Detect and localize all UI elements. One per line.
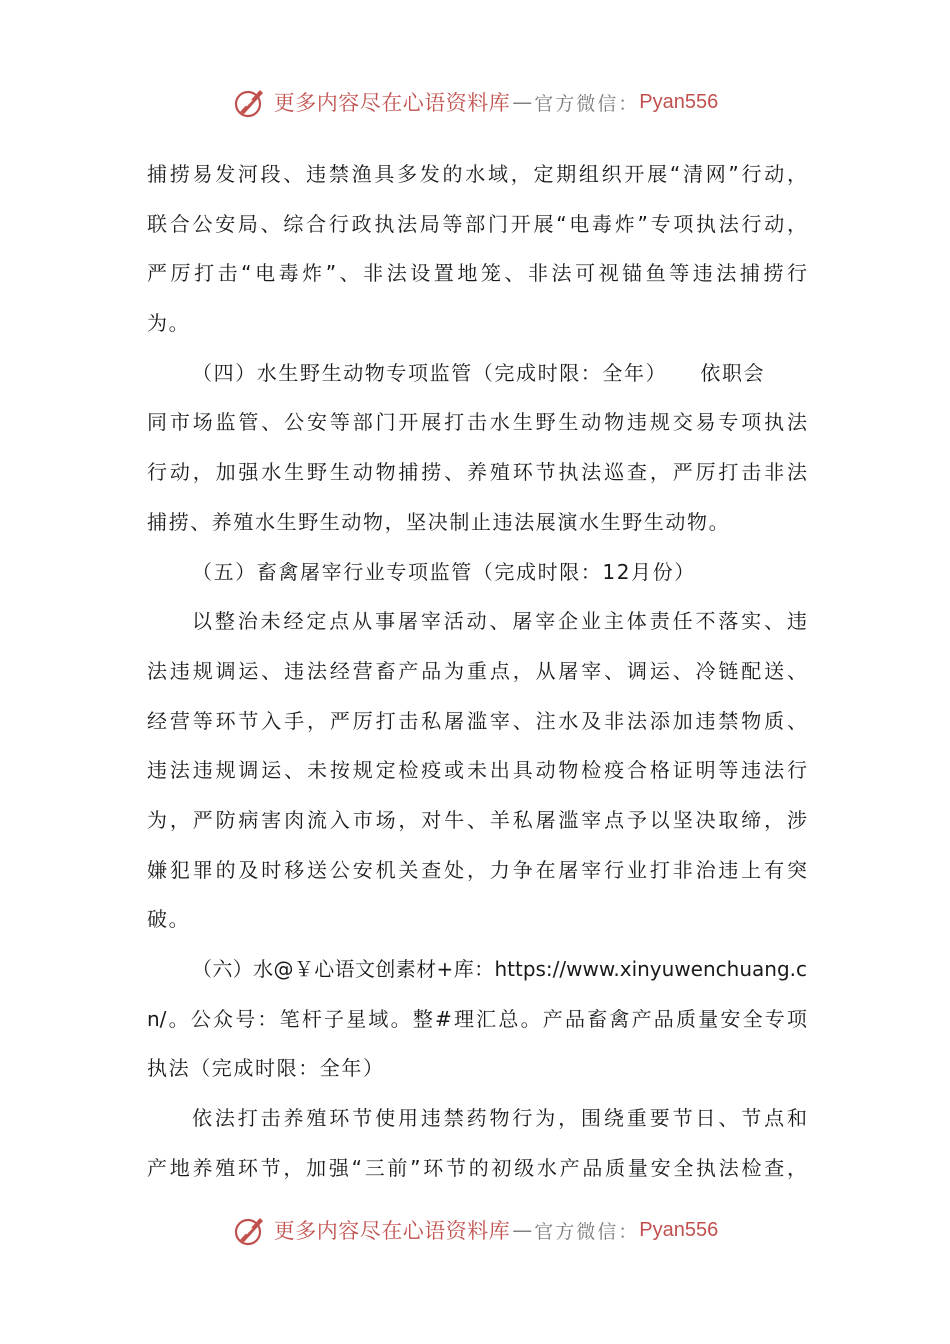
quill-logo-icon [232,84,268,120]
section-heading-4: （四）水生野生动物专项监管（完成时限：全年） 依职会 [192,360,766,385]
text-line: 为，严防病害肉流入市场，对牛、羊私屠滥宰点予以坚决取缔，涉 [147,807,807,832]
banner-wechat-label: 官方微信： [534,1220,640,1243]
header-banner [0,82,950,122]
banner-wechat-label: 官方微信： [534,92,640,115]
quill-logo-icon [232,1212,268,1248]
text-line: 法违规调运、违法经营畜产品为重点，从屠宰、调运、冷链配送、 [147,658,807,683]
text-line: 依法打击养殖环节使用违禁药物行为，围绕重要节日、节点和 [192,1106,807,1131]
banner-wechat-id: Pyan556 [639,1218,719,1241]
section-heading-5: （五）畜禽屠宰行业专项监管（完成时限：12月份） [192,559,696,584]
text-line: 产地养殖环节，加强“三前”环节的初级水产品质量安全执法检查， [147,1155,807,1180]
document-body [147,150,807,1193]
banner-brand: 更多内容尽在心语资料库 [273,1219,511,1243]
text-line: 为。 [147,311,191,336]
banner-wechat-id: Pyan556 [639,90,719,113]
text-line: 经营等环节入手，严厉打击私屠滥宰、注水及非法添加违禁物质、 [147,708,807,733]
text-line: 行动，加强水生野生动物捕捞、养殖环节执法巡查，严厉打击非法 [147,460,807,485]
text-line: 同市场监管、公安等部门开展打击水生野生动物违规交易专项执法 [147,410,807,435]
text-line: 捕捞、养殖水生野生动物，坚决制止违法展演水生野生动物。 [147,509,731,534]
footer-banner [0,1210,950,1250]
banner-separator: — [512,90,533,114]
text-line: 严厉打击“电毒炸”、非法设置地笼、非法可视锚鱼等违法捕捞行 [147,261,807,286]
text-line: n/。公众号：笔杆子星域。整#理汇总。产品畜禽产品质量安全专项 [147,1006,807,1031]
text-line: 捕捞易发河段、违禁渔具多发的水域，定期组织开展“清网”行动， [147,162,807,186]
banner-separator: — [512,1218,533,1242]
text-line: 破。 [147,907,191,932]
section-heading-6: （六）水@￥心语文创素材+库：https://www.xinyuwenchuang.c [192,957,807,981]
text-line: 联合公安局、综合行政执法局等部门开展“电毒炸”专项执法行动， [147,211,807,236]
banner-brand: 更多内容尽在心语资料库 [273,91,511,115]
text-line: 违法违规调运、未按规定检疫或未出具动物检疫合格证明等违法行 [147,758,807,783]
text-line: 以整治未经定点从事屠宰活动、屠宰企业主体责任不落实、违 [192,609,807,634]
text-line: 嫌犯罪的及时移送公安机关查处，力争在屠宰行业打非治违上有突 [147,857,807,882]
text-line: 执法（完成时限：全年） [147,1056,385,1081]
